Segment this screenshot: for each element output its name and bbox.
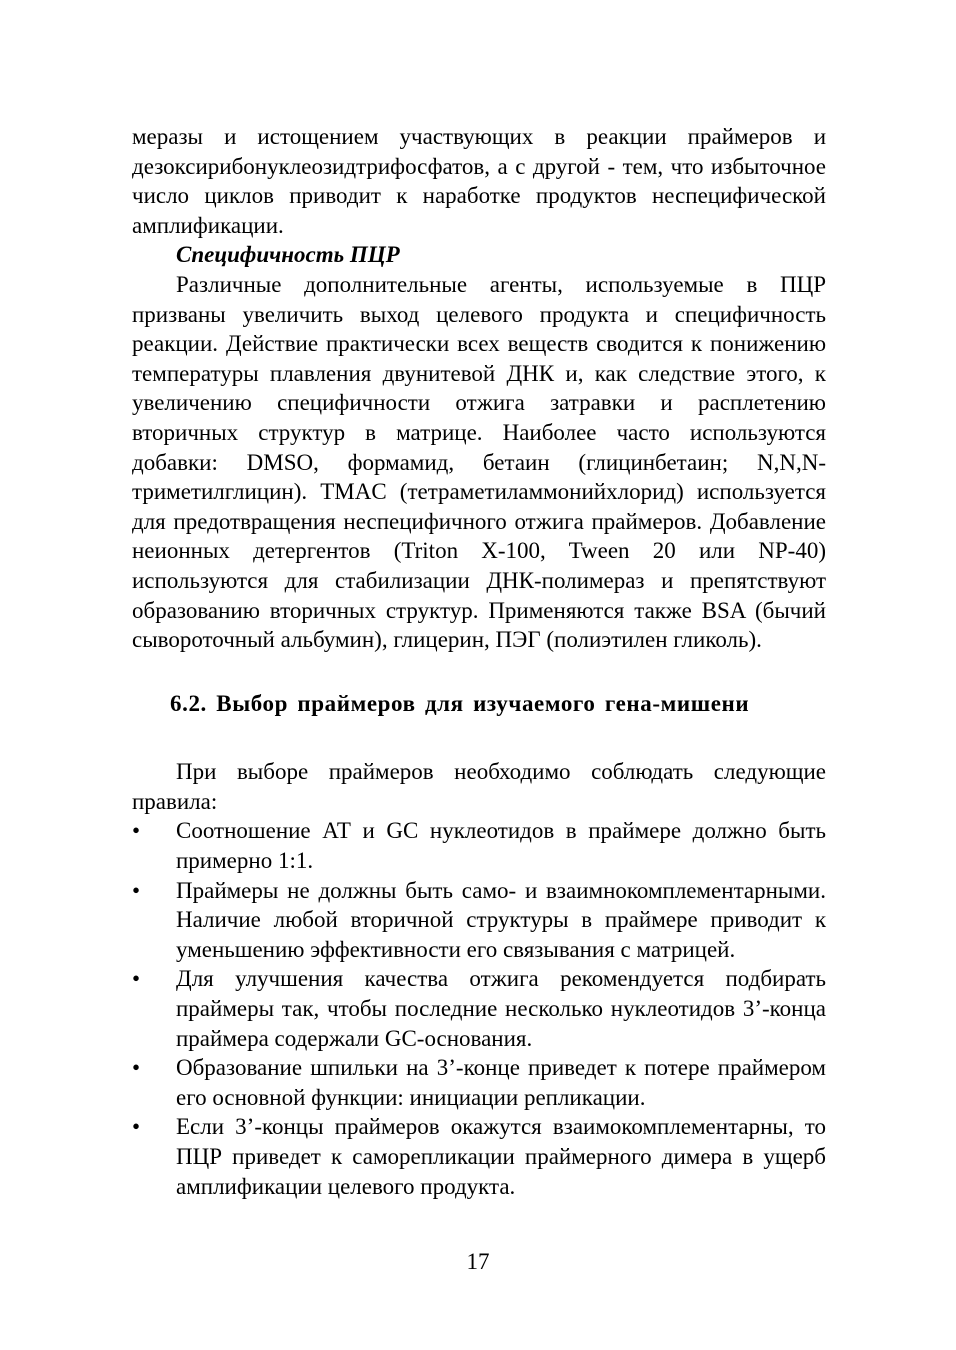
list-item <box>132 816 826 875</box>
continuation-paragraph: меразы и истощением участвующих в реакции праймеров и дезоксирибонуклеозидтрифосфатов, а с другой - тем, что избыточное число циклов приводит к наработке продуктов неспецифической амплификации. <box>132 124 826 238</box>
list-item-text: Соотношение АТ и GC нуклеотидов в праймере должно быть примерно 1:1. <box>176 818 826 874</box>
page-body <box>132 122 826 1201</box>
bullet-icon: • <box>132 1055 141 1081</box>
list-item-text: Для улучшения качества отжига рекомендуется подбирать праймеры так, чтобы последние несколько нуклеотидов 3’-конца праймера содержали GC-основания. <box>176 966 826 1051</box>
list-item <box>132 1053 826 1112</box>
rules-list <box>132 816 826 1201</box>
specificity-paragraph: Различные дополнительные агенты, используемые в ПЦР призваны увеличить выход целевого продукта и специфичность реакции. Действие практически всех веществ сводится к понижению температуры плавления двунитевой ДНК и, как следствие этого, к увеличению специфичности отжига затравки и расплетению вторичных структур в матрице. Наиболее часто используются добавки: DMSO, формамид, бетаин (глицинбетаин; N,N,N-триметилглицин). TMAC (тетраметиламмонийхлорид) используется для предотвращения неспецифичного отжига праймеров. Добавление неионных детергентов (Triton X-100, Tween 20 или NP-40) используются для стабилизации ДНК-полимераз и препятствуют образованию вторичных структур. Применяются также BSA (бычий сывороточный альбумин), глицерин, ПЭГ (полиэтилен гликоль). <box>132 271 826 653</box>
list-item <box>132 1112 826 1201</box>
list-item-text: Образование шпильки на 3’-конце приведет к потере праймером его основной функции: инициации репликации. <box>176 1055 826 1110</box>
list-item <box>132 876 826 965</box>
intro-paragraph: При выборе праймеров необходимо соблюдать следующие правила: <box>132 759 826 814</box>
bullet-icon: • <box>132 1114 141 1140</box>
list-item-text: Праймеры не должны быть само- и взаимнокомплементарными. Наличие любой вторичной структуры в праймере приводит к уменьшению эффективности его связывания с матрицей. <box>176 877 826 962</box>
list-item-text: Если 3’-концы праймеров окажутся взаимокомплементарны, то ПЦР приведет к саморепликации праймерного димера в ущерб амплификации целевого продукта. <box>176 1114 826 1199</box>
bullet-icon: • <box>132 966 141 992</box>
list-item <box>132 964 826 1053</box>
subheading-specificity: Специфичность ПЦР <box>176 242 400 268</box>
bullet-icon: • <box>132 877 141 903</box>
bullet-icon: • <box>132 818 141 844</box>
section-title: 6.2. Выбор праймеров для изучаемого гена-мишени <box>170 690 750 716</box>
page-number: 17 <box>466 1249 490 1274</box>
